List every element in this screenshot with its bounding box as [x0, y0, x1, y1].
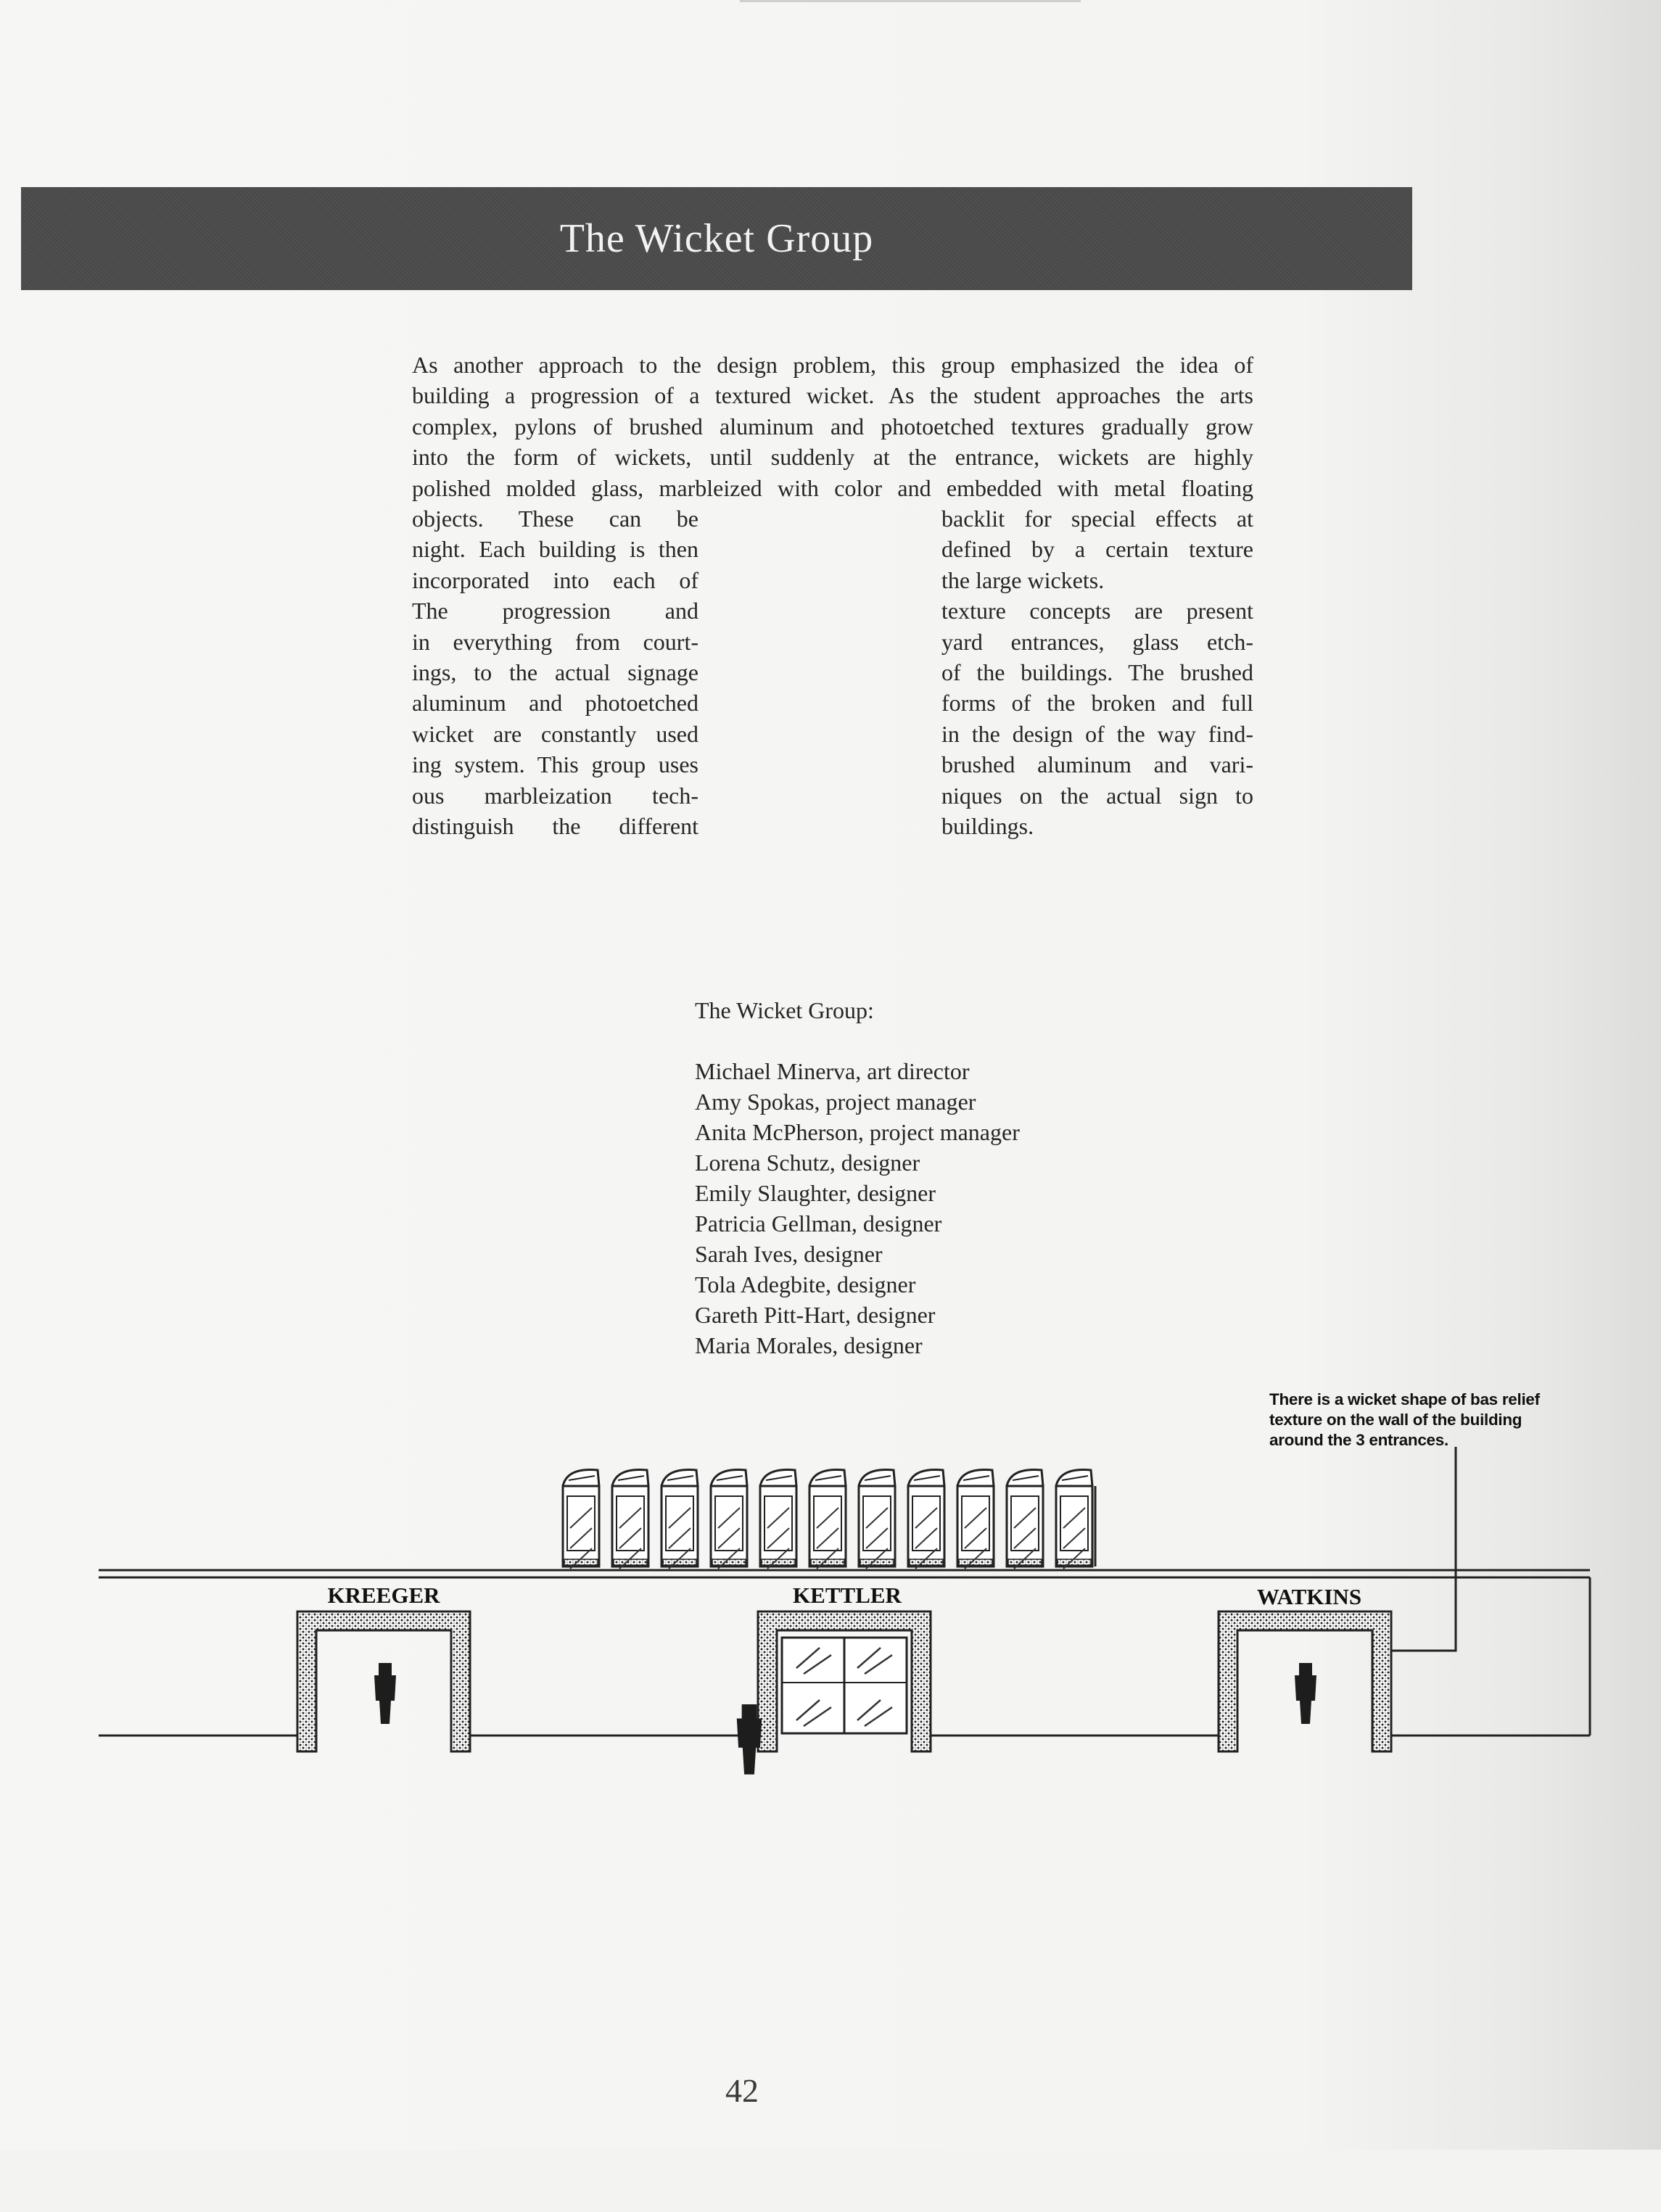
- right-column-line: defined by a certain texture: [941, 536, 1253, 563]
- credits-block: [695, 995, 1020, 1361]
- credit-member: Amy Spokas, project manager: [695, 1089, 976, 1115]
- right-column-line: yard entrances, glass etch-: [941, 628, 1253, 655]
- left-column-text: [412, 503, 698, 841]
- wicket: [760, 1469, 796, 1569]
- left-column-line: incorporated into each of: [412, 566, 698, 593]
- right-column-line: texture concepts are present: [941, 598, 1253, 624]
- intro-line: complex, pylons of brushed aluminum and photoetched textures gradually grow: [412, 413, 1253, 439]
- wicket: [809, 1469, 846, 1569]
- kettler-entrance: [737, 1611, 931, 1775]
- credit-member: Sarah Ives, designer: [695, 1241, 883, 1267]
- credit-member: Patricia Gellman, designer: [695, 1210, 942, 1237]
- title-bar: [21, 187, 1412, 290]
- top-edge-line: [740, 0, 1081, 2]
- left-column-line: objects. These can be: [412, 505, 698, 532]
- right-column-line: forms of the broken and full: [941, 690, 1253, 717]
- right-column-line: in the design of the way find-: [941, 720, 1253, 747]
- credit-member: Maria Morales, designer: [695, 1332, 923, 1358]
- page-number: 42: [725, 2072, 759, 2109]
- credit-member: Michael Minerva, art director: [695, 1058, 970, 1084]
- wicket: [1056, 1469, 1092, 1569]
- credits-heading: The Wicket Group:: [695, 997, 874, 1023]
- diagram-note-line: around the 3 entrances.: [1269, 1431, 1448, 1449]
- diagram-note-line: There is a wicket shape of bas relief: [1269, 1390, 1540, 1408]
- right-column-line: buildings.: [941, 813, 1034, 840]
- right-column-line: brushed aluminum and vari-: [941, 751, 1253, 778]
- left-column-line: in everything from court-: [412, 628, 698, 655]
- credit-member: Gareth Pitt-Hart, designer: [695, 1302, 936, 1328]
- person-figure-icon: [1295, 1663, 1316, 1724]
- diagram-note-line: texture on the wall of the building: [1269, 1411, 1522, 1429]
- left-column-line: aluminum and photoetched: [412, 690, 698, 717]
- intro-line: polished molded glass, marbleized with color and embedded with metal floating: [412, 474, 1253, 501]
- person-figure-icon: [374, 1663, 396, 1724]
- wicket-row: [563, 1469, 1095, 1569]
- building-label-kettler: KETTLER: [793, 1582, 902, 1608]
- credit-member: Anita McPherson, project manager: [695, 1119, 1020, 1145]
- intro-paragraph: [412, 350, 1253, 503]
- wicket: [859, 1469, 895, 1569]
- credit-member: Emily Slaughter, designer: [695, 1180, 936, 1206]
- left-column-line: ous marbleization tech-: [412, 782, 698, 809]
- credit-member: Tola Adegbite, designer: [695, 1271, 916, 1297]
- left-column-line: ings, to the actual signage: [412, 659, 698, 686]
- right-column-line: niques on the actual sign to: [941, 782, 1253, 809]
- kreeger-entrance: [297, 1611, 470, 1751]
- left-column-line: The progression and: [412, 598, 698, 624]
- right-column-line: backlit for special effects at: [941, 505, 1253, 532]
- wicket: [957, 1469, 994, 1569]
- credit-member: Lorena Schutz, designer: [695, 1150, 920, 1176]
- intro-line: As another approach to the design problem, this group emphasized the idea of: [412, 352, 1253, 378]
- wicket: [1007, 1469, 1043, 1569]
- entrance-elevation-diagram: [0, 1414, 1661, 2212]
- left-column-line: distinguish the different: [412, 813, 698, 840]
- building-label-watkins: WATKINS: [1256, 1584, 1362, 1609]
- intro-line: building a progression of a textured wicket. As the student approaches the arts: [412, 382, 1253, 409]
- building-label-kreeger: KREEGER: [327, 1582, 440, 1608]
- left-column-line: wicket are constantly used: [412, 720, 698, 747]
- right-column-text: [941, 503, 1253, 841]
- wicket: [612, 1469, 648, 1569]
- right-column-line: of the buildings. The brushed: [941, 659, 1253, 686]
- right-column-line: the large wickets.: [941, 566, 1105, 593]
- wicket: [908, 1469, 944, 1569]
- wicket: [563, 1469, 599, 1569]
- left-column-line: night. Each building is then: [412, 536, 698, 563]
- page-title: The Wicket Group: [559, 216, 874, 261]
- watkins-entrance: [1219, 1611, 1391, 1751]
- wicket: [661, 1469, 698, 1569]
- left-column-line: ing system. This group uses: [412, 751, 698, 778]
- intro-line: into the form of wickets, until suddenly at the entrance, wickets are highly: [412, 444, 1253, 471]
- wicket: [711, 1469, 747, 1569]
